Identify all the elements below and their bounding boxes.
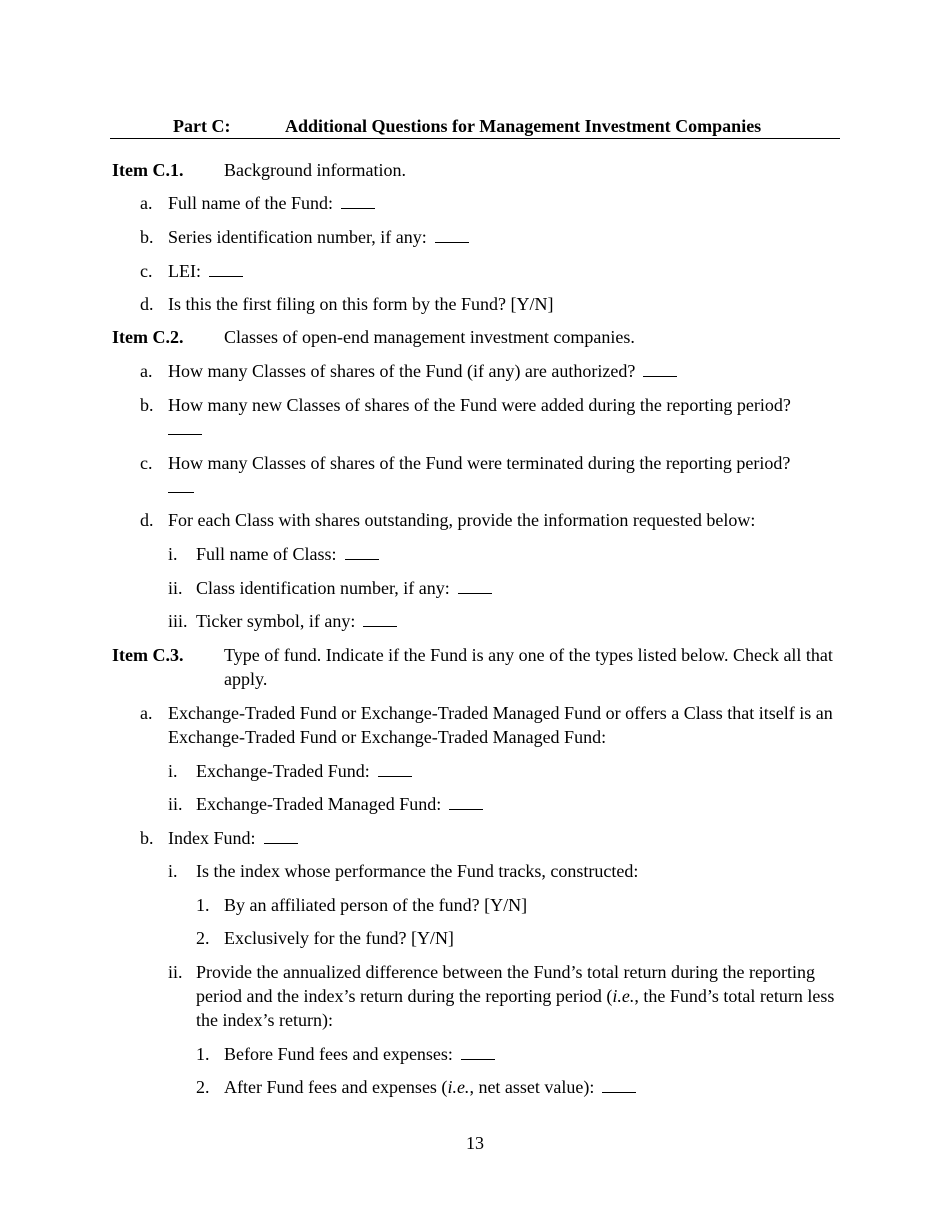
fund-name-blank[interactable] [341,194,375,209]
c1-b-marker: b. [140,227,154,247]
etf-blank[interactable] [378,762,412,777]
terminated-classes-blank[interactable] [168,478,194,493]
c2-d-ii-text: Class identification number, if any: [196,578,450,598]
item-c1-label: Item C.1. [112,160,184,180]
c1-c-marker: c. [140,261,153,281]
item-c2-label: Item C.2. [112,327,184,347]
before-fees-blank[interactable] [461,1045,495,1060]
c3-b-i-1-text: By an affiliated person of the fund? [Y/N] [224,895,528,915]
item-c2-title: Classes of open-end management investment companies. [224,327,635,347]
added-classes-blank[interactable] [168,420,202,435]
c3-b-i-marker: i. [168,861,178,881]
class-name-blank[interactable] [345,545,379,560]
c3-b-marker: b. [140,828,154,848]
c3-a-marker: a. [140,703,153,723]
c3-a-i-text: Exchange-Traded Fund: [196,761,370,781]
c1-a-marker: a. [140,193,153,213]
part-title: Additional Questions for Management Investment Companies [285,116,762,136]
c3-a-text: Exchange-Traded Fund or Exchange-Traded Managed Fund or offers a Class that itself is an Exchange-Traded Fund or Exchange-Traded Managed Fund: [168,703,833,747]
c2-d-iii-text: Ticker symbol, if any: [196,611,356,631]
c2-d-iii-marker: iii. [168,611,188,631]
c3-a-ii-marker: ii. [168,794,183,814]
c3-b-ii-marker: ii. [168,962,183,982]
c2-d-ii-question [196,576,492,600]
c3-b-ii-2-text-part2: , net asset value): [469,1077,595,1097]
c2-d-i-question [196,542,379,566]
c1-a-question [168,191,375,215]
etmf-blank[interactable] [449,795,483,810]
c2-d-ii-marker: ii. [168,578,183,598]
c3-b-ii-1-marker: 1. [196,1044,210,1064]
after-fees-blank[interactable] [602,1078,636,1093]
c2-a-marker: a. [140,361,153,381]
c1-c-question [168,259,243,283]
item-c3-label: Item C.3. [112,645,184,665]
c3-b-ii-ie: i.e. [612,986,635,1006]
c3-b-ii-1-text: Before Fund fees and expenses: [224,1044,453,1064]
c1-b-question [168,225,469,249]
c3-b-text: Index Fund: [168,828,256,848]
series-id-blank[interactable] [435,228,469,243]
c3-b-i-2-marker: 2. [196,928,210,948]
c1-d-text: Is this the first filing on this form by the Fund? [Y/N] [168,294,554,314]
c3-b-ii-2-ie: i.e. [447,1077,470,1097]
item-c1-title: Background information. [224,160,406,180]
c2-d-i-marker: i. [168,544,178,564]
c3-b-ii-2-text-part1: After Fund fees and expenses ( [224,1077,448,1097]
c2-a-question [168,359,677,383]
c3-b-i-2-text: Exclusively for the fund? [Y/N] [224,928,454,948]
c1-c-text: LEI: [168,261,201,281]
part-label: Part C: [173,116,231,136]
authorized-classes-blank[interactable] [643,362,677,377]
c3-b-ii-text-part1: Provide the annualized difference between the Fund’s total return during the reporting period and the index’s return during the reporting period ( [196,962,815,1006]
c2-a-text: How many Classes of shares of the Fund (if any) are authorized? [168,361,636,381]
c3-b-i-1-marker: 1. [196,895,210,915]
ticker-blank[interactable] [363,612,397,627]
class-id-blank[interactable] [458,579,492,594]
c2-d-text: For each Class with shares outstanding, provide the information requested below: [168,510,756,530]
c2-d-marker: d. [140,510,154,530]
c3-b-ii-text-part2: , the Fund’s total return less the index’s return): [196,986,835,1030]
item-c3-title: Type of fund. Indicate if the Fund is any one of the types listed below. Check all that apply. [224,645,833,689]
index-fund-blank[interactable] [264,829,298,844]
c3-a-i-question [196,759,412,783]
c3-b-ii-1-question [224,1042,495,1066]
c2-b-text: How many new Classes of shares of the Fund were added during the reporting period? [168,395,791,415]
c2-c-answer [168,475,194,499]
c1-a-text: Full name of the Fund: [168,193,333,213]
c1-b-text: Series identification number, if any: [168,227,427,247]
lei-blank[interactable] [209,262,243,277]
c3-b-i-text: Is the index whose performance the Fund tracks, constructed: [196,861,639,881]
c3-a-ii-question [196,792,483,816]
c2-c-marker: c. [140,453,153,473]
c2-d-i-text: Full name of Class: [196,544,337,564]
page-number: 13 [466,1133,484,1153]
c2-b-answer [168,417,202,441]
c3-b-ii-2-question [224,1075,636,1099]
c2-c-text: How many Classes of shares of the Fund were terminated during the reporting period? [168,453,791,473]
header-rule [110,138,840,139]
c3-a-ii-text: Exchange-Traded Managed Fund: [196,794,442,814]
c3-b-ii-text [196,960,841,1032]
c2-d-iii-question [196,609,397,633]
c3-b-question [168,826,298,850]
c3-b-ii-2-marker: 2. [196,1077,210,1097]
c1-d-marker: d. [140,294,154,314]
c3-a-i-marker: i. [168,761,178,781]
c2-b-marker: b. [140,395,154,415]
